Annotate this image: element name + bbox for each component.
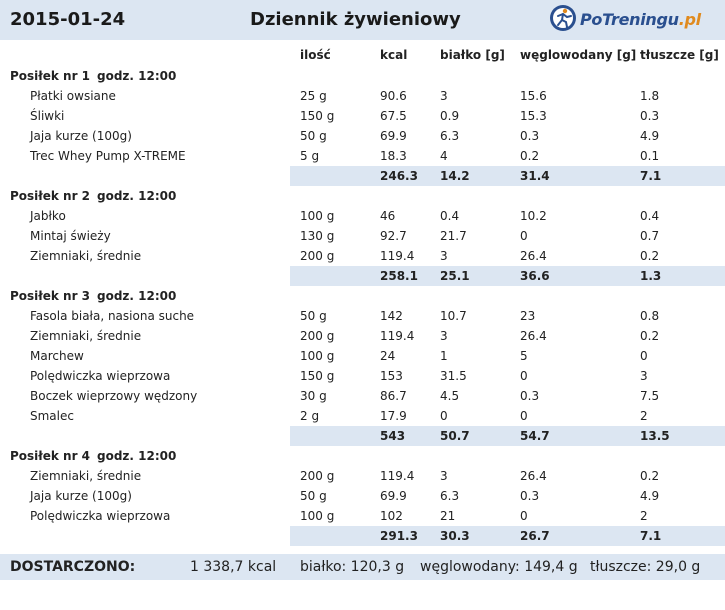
food-carbs: 5 [520,349,528,363]
food-protein: 6.3 [440,129,460,143]
food-protein: 3 [440,329,448,343]
food-protein: 3 [440,249,448,263]
food-qty: 200 g [300,469,335,483]
daily-summary [0,554,725,580]
food-fat: 2 [640,509,648,523]
total-fat: 7.1 [640,529,662,543]
food-protein: 1 [440,349,448,363]
column-header-protein: białko [g] [440,48,505,62]
food-carbs: 26.4 [520,469,547,483]
meal-total-row [290,266,725,286]
column-header-fat: tłuszcze [g] [640,48,719,62]
page-title: Dziennik żywieniowy [250,9,461,30]
summary-protein: białko: 120,3 g [300,559,405,575]
food-protein: 3 [440,469,448,483]
total-kcal: 291.3 [380,529,418,543]
food-name: Fasola biała, nasiona suche [30,309,195,323]
food-name: Ziemniaki, średnie [30,329,142,343]
total-fat: 7.1 [640,169,662,183]
total-protein: 50.7 [440,429,470,443]
food-protein: 6.3 [440,489,460,503]
food-carbs: 0.3 [520,129,540,143]
food-protein: 0.4 [440,209,460,223]
food-qty: 30 g [300,389,327,403]
food-row [0,246,725,266]
meal-header [0,286,725,306]
food-fat: 4.9 [640,489,660,503]
food-fat: 0.3 [640,109,660,123]
total-protein: 30.3 [440,529,470,543]
food-qty: 150 g [300,369,335,383]
food-name: Marchew [30,349,84,363]
food-carbs: 15.3 [520,109,547,123]
meal-time: godz. 12:00 [97,449,177,463]
food-kcal: 86.7 [380,389,407,403]
food-qty: 50 g [300,309,327,323]
summary-fat: tłuszcze: 29,0 g [590,559,701,575]
food-kcal: 92.7 [380,229,407,243]
meal-name: Posiłek nr 2 [10,189,91,203]
food-name: Smalec [30,409,74,423]
food-carbs: 0 [520,369,528,383]
food-qty: 5 g [300,149,320,163]
food-kcal: 46 [380,209,396,223]
meal-header [0,186,725,206]
food-kcal: 119.4 [380,329,415,343]
food-name: Śliwki [30,109,65,123]
food-name: Trec Whey Pump X-TREME [30,149,186,163]
food-fat: 0.7 [640,229,660,243]
food-kcal: 17.9 [380,409,407,423]
food-fat: 7.5 [640,389,660,403]
food-name: Ziemniaki, średnie [30,249,142,263]
total-protein: 14.2 [440,169,470,183]
summary-label: DOSTARCZONO: [10,559,136,575]
food-fat: 4.9 [640,129,660,143]
food-row [0,466,725,486]
meal-time: godz. 12:00 [97,189,177,203]
food-qty: 50 g [300,489,327,503]
total-fat: 13.5 [640,429,670,443]
food-name: Jabłko [30,209,66,223]
food-fat: 3 [640,369,648,383]
meal-time: godz. 12:00 [97,289,177,303]
food-qty: 130 g [300,229,335,243]
food-kcal: 119.4 [380,249,415,263]
food-row [0,106,725,126]
food-row [0,326,725,346]
food-protein: 3 [440,89,448,103]
food-fat: 0.8 [640,309,660,323]
meal-header [0,66,725,86]
food-name: Boczek wieprzowy wędzony [30,389,198,403]
total-carbs: 36.6 [520,269,550,283]
food-carbs: 10.2 [520,209,547,223]
food-name: Polędwiczka wieprzowa [30,509,171,523]
total-fat: 1.3 [640,269,662,283]
food-kcal: 69.9 [380,489,407,503]
total-kcal: 543 [380,429,406,443]
meal-header [0,446,725,466]
food-row [0,386,725,406]
food-carbs: 0.3 [520,489,540,503]
food-row [0,126,725,146]
food-protein: 0.9 [440,109,460,123]
food-name: Płatki owsiane [30,89,116,103]
food-kcal: 102 [380,509,403,523]
column-header-carbs: węglowodany [g] [520,48,637,62]
column-header-kcal: kcal [380,48,408,62]
total-kcal: 246.3 [380,169,418,183]
meal-name: Posiłek nr 4 [10,449,91,463]
food-row [0,206,725,226]
food-row [0,306,725,326]
food-name: Polędwiczka wieprzowa [30,369,171,383]
food-protein: 21.7 [440,229,467,243]
food-qty: 25 g [300,89,327,103]
food-qty: 200 g [300,329,335,343]
food-kcal: 67.5 [380,109,407,123]
food-fat: 2 [640,409,648,423]
food-qty: 150 g [300,109,335,123]
food-fat: 0.2 [640,469,660,483]
food-name: Jaja kurze (100g) [30,489,132,503]
food-fat: 1.8 [640,89,660,103]
food-kcal: 24 [380,349,396,363]
food-qty: 100 g [300,509,335,523]
food-kcal: 69.9 [380,129,407,143]
food-protein: 21 [440,509,456,523]
total-carbs: 26.7 [520,529,550,543]
food-row [0,346,725,366]
page-header [0,0,725,40]
food-qty: 100 g [300,209,335,223]
food-fat: 0.2 [640,249,660,263]
food-fat: 0.4 [640,209,660,223]
meal-time: godz. 12:00 [97,69,177,83]
meal-total-row [290,166,725,186]
food-kcal: 153 [380,369,403,383]
summary-carbs: węglowodany: 149,4 g [420,559,578,575]
runner-logo-icon [549,4,577,32]
total-carbs: 31.4 [520,169,550,183]
food-carbs: 0.3 [520,389,540,403]
total-kcal: 258.1 [380,269,418,283]
food-qty: 200 g [300,249,335,263]
food-row [0,406,725,426]
food-carbs: 15.6 [520,89,547,103]
food-protein: 0 [440,409,448,423]
food-kcal: 90.6 [380,89,407,103]
total-protein: 25.1 [440,269,470,283]
total-carbs: 54.7 [520,429,550,443]
food-protein: 10.7 [440,309,467,323]
food-carbs: 0 [520,509,528,523]
summary-kcal: 1 338,7 kcal [190,559,277,575]
food-carbs: 26.4 [520,329,547,343]
food-qty: 100 g [300,349,335,363]
food-row [0,506,725,526]
column-header-qty: ilość [300,48,331,62]
food-protein: 4 [440,149,448,163]
food-protein: 4.5 [440,389,460,403]
food-fat: 0.2 [640,329,660,343]
meal-total-row [290,526,725,546]
food-name: Jaja kurze (100g) [30,129,132,143]
food-row [0,226,725,246]
potreningu-logo[interactable] [549,4,719,34]
food-fat: 0 [640,349,648,363]
food-fat: 0.1 [640,149,660,163]
food-name: Ziemniaki, średnie [30,469,142,483]
food-carbs: 23 [520,309,536,323]
meal-name: Posiłek nr 1 [10,69,91,83]
meal-total-row [290,426,725,446]
food-row [0,86,725,106]
food-row [0,366,725,386]
food-carbs: 0.2 [520,149,540,163]
logo-text: PoTreningu.pl [580,10,701,29]
diary-date: 2015-01-24 [10,9,126,30]
food-kcal: 142 [380,309,403,323]
food-carbs: 26.4 [520,249,547,263]
meal-name: Posiłek nr 3 [10,289,91,303]
food-carbs: 0 [520,229,528,243]
food-row [0,486,725,506]
food-name: Mintaj świeży [30,229,111,243]
food-qty: 2 g [300,409,320,423]
food-kcal: 18.3 [380,149,407,163]
food-qty: 50 g [300,129,327,143]
food-row [0,146,725,166]
food-carbs: 0 [520,409,528,423]
food-kcal: 119.4 [380,469,415,483]
food-protein: 31.5 [440,369,467,383]
